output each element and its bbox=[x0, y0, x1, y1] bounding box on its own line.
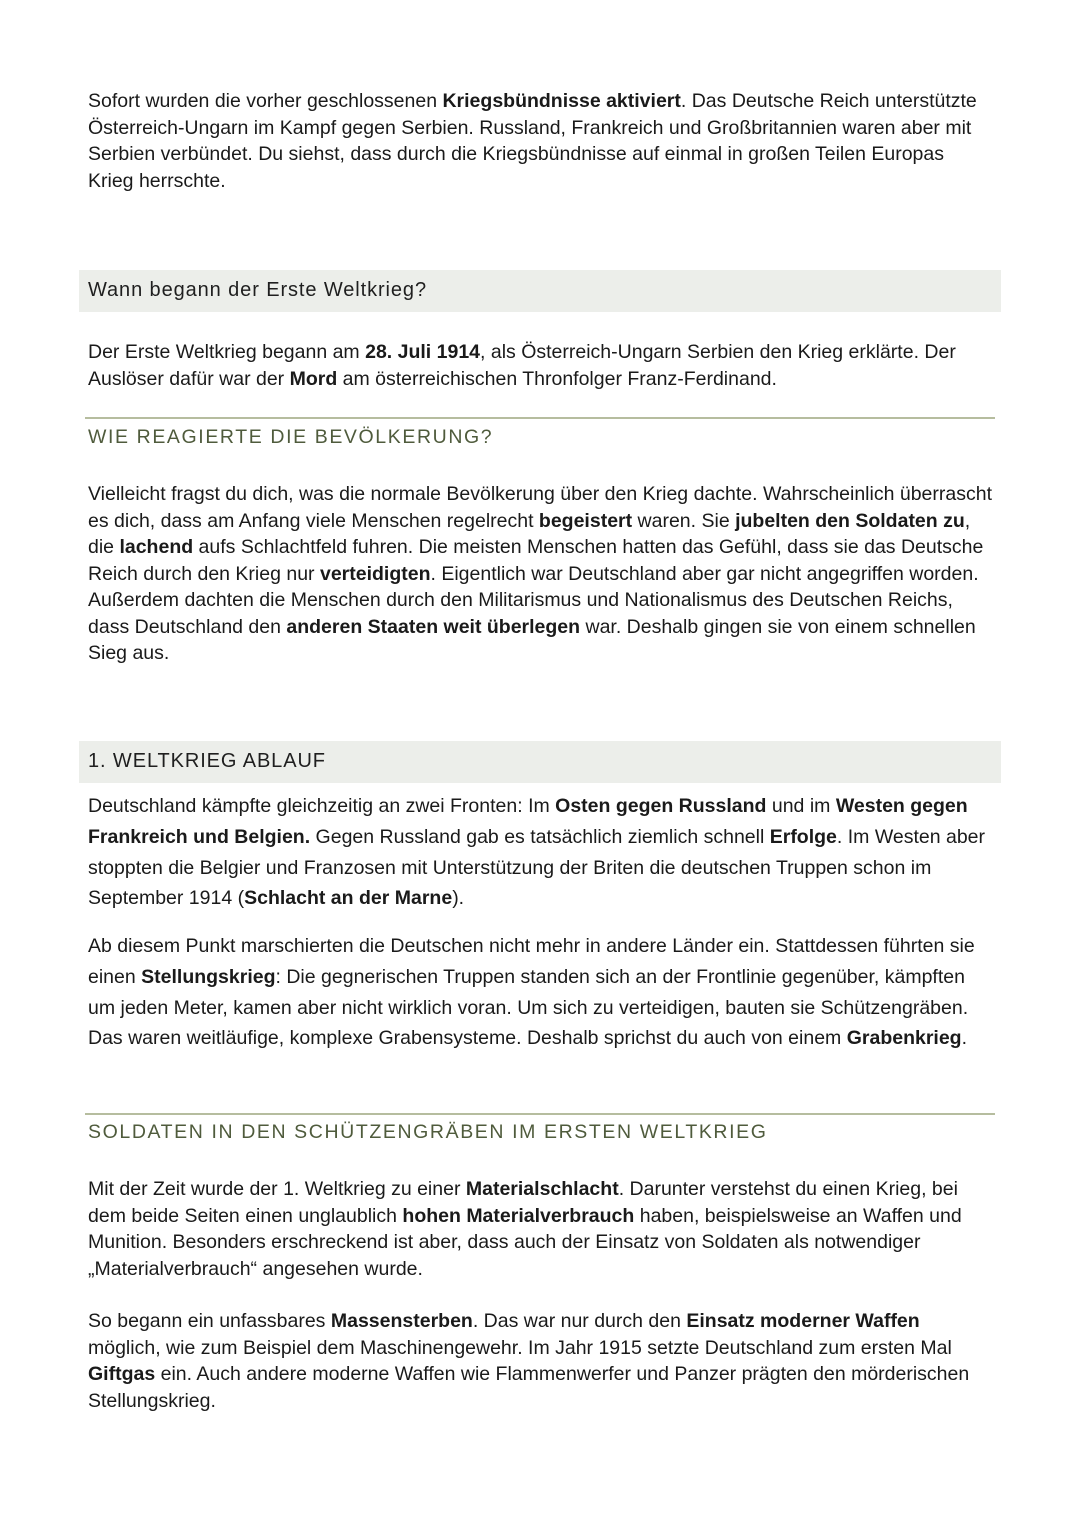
body-text: Deutschland kämpfte gleichzeitig an zwei Fronten: Im bbox=[88, 795, 556, 817]
body-text: . bbox=[961, 1027, 968, 1050]
body-text: So begann ein unfassbares bbox=[88, 1310, 331, 1332]
section-header-ablauf bbox=[79, 741, 1001, 783]
body-text: Mit der Zeit wurde der 1. Weltkrieg zu einer bbox=[88, 1178, 466, 1200]
heading-bevoelkerung: WIE REAGIERTE DIE BEVÖLKERUNG? bbox=[88, 426, 494, 448]
body-text: Vielleicht fragst du dich, was die normale Bevölkerung über den Krieg dachte. Wahrscheinlich überrascht es dich, dass am Anfang viele Menschen regelrecht bbox=[88, 483, 992, 532]
body-text: . Darunter verstehst du einen Krieg, bei dem beide Seiten einen unglaublich bbox=[88, 1178, 958, 1227]
emphasis-text: Osten gegen Russland bbox=[555, 795, 767, 817]
body-text: . Im Westen aber stoppten die Belgier und Franzosen mit Unterstützung der Briten die deutschen Truppen schon im September 1914 ( bbox=[88, 825, 986, 910]
emphasis-text: Schlacht an der Marne bbox=[244, 887, 453, 910]
divider-rule bbox=[85, 1113, 995, 1115]
heading-soldaten: SOLDATEN IN DEN SCHÜTZENGRÄBEN IM ERSTEN WELTKRIEG bbox=[88, 1121, 768, 1143]
paragraph-materialschlacht bbox=[88, 1176, 993, 1282]
emphasis-text: hohen Materialverbrauch bbox=[402, 1204, 635, 1227]
heading-wann-begann: Wann begann der Erste Weltkrieg? bbox=[88, 279, 427, 301]
paragraph-kriegsbuendnisse bbox=[88, 88, 993, 194]
emphasis-text: Mord bbox=[289, 367, 338, 390]
body-text: Der Erste Weltkrieg begann am bbox=[88, 341, 366, 363]
paragraph-zwei-fronten bbox=[88, 791, 993, 914]
body-text: war. Deshalb gingen sie von einem schnellen Sieg aus. bbox=[88, 615, 976, 664]
emphasis-text: begeistert bbox=[538, 509, 633, 532]
paragraph-massensterben bbox=[88, 1308, 993, 1414]
body-text: Ab diesem Punkt marschierten die Deutschen nicht mehr in andere Länder ein. Stattdessen führten sie einen bbox=[88, 935, 975, 988]
paragraph-bevoelkerung bbox=[88, 481, 993, 667]
body-text: ein. Auch andere moderne Waffen wie Flammenwerfer und Panzer prägten den mörderischen Stellungskrieg. bbox=[88, 1363, 970, 1412]
emphasis-text: jubelten den Soldaten zu bbox=[735, 509, 965, 532]
section-header-wann-begann bbox=[79, 270, 1001, 312]
emphasis-text: Materialschlacht bbox=[465, 1178, 619, 1200]
body-text: Gegen Russland gab es tatsächlich ziemlich schnell bbox=[310, 825, 770, 848]
body-text: Sofort wurden die vorher geschlossenen bbox=[88, 90, 443, 112]
body-text: möglich, wie zum Beispiel dem Maschinengewehr. Im Jahr 1915 setzte Deutschland zum ersten Mal bbox=[88, 1336, 952, 1359]
emphasis-text: 28. Juli 1914 bbox=[365, 341, 481, 363]
body-text: , als Österreich-Ungarn Serbien den Krieg erklärte. Der Auslöser dafür war der bbox=[88, 341, 956, 390]
body-text: , die bbox=[88, 509, 971, 558]
emphasis-text: Westen gegen Frankreich und Belgien. bbox=[88, 795, 968, 848]
body-text: am österreichischen Thronfolger Franz-Ferdinand. bbox=[337, 367, 777, 390]
paragraph-kriegsbeginn bbox=[88, 339, 993, 392]
emphasis-text: anderen Staaten weit überlegen bbox=[286, 615, 581, 638]
emphasis-text: Einsatz moderner Waffen bbox=[686, 1310, 920, 1332]
body-text: . Eigentlich war Deutschland aber gar nicht angegriffen worden. Außerdem dachten die Menschen durch den Militarismus und Nationalismus des Deutschen Reichs, dass Deutschland den bbox=[88, 562, 979, 638]
emphasis-text: Grabenkrieg bbox=[846, 1027, 962, 1050]
body-text: waren. Sie bbox=[632, 509, 736, 532]
emphasis-text: Kriegsbündnisse aktiviert bbox=[442, 90, 681, 112]
emphasis-text: lachend bbox=[119, 536, 194, 558]
body-text: und im bbox=[766, 795, 836, 817]
body-text: haben, beispielsweise an Waffen und Munition. Besonders erschreckend ist aber, dass auch der Einsatz von Soldaten als notwendiger „Materialverbrauch“ angesehen wurde. bbox=[88, 1204, 962, 1280]
emphasis-text: Stellungskrieg bbox=[141, 965, 276, 988]
divider-rule bbox=[85, 417, 995, 419]
body-text: ). bbox=[452, 887, 465, 910]
paragraph-stellungskrieg bbox=[88, 931, 993, 1054]
emphasis-text: Giftgas bbox=[88, 1363, 156, 1385]
body-text: . Das war nur durch den bbox=[472, 1310, 687, 1332]
emphasis-text: Erfolge bbox=[769, 825, 837, 848]
emphasis-text: verteidigten bbox=[319, 562, 431, 585]
body-text: aufs Schlachtfeld fuhren. Die meisten Menschen hatten das Gefühl, dass sie das Deutsche Reich durch den Krieg nur bbox=[88, 536, 984, 585]
heading-ablauf: 1. WELTKRIEG ABLAUF bbox=[88, 750, 326, 772]
body-text: . Das Deutsche Reich unterstützte Österreich-Ungarn im Kampf gegen Serbien. Russland, Frankreich und Großbritannien waren aber mit Serbien verbündet. Du siehst, dass durch die Kriegsbündnisse auf einmal in großen Teilen Europas Krieg herrschte. bbox=[88, 90, 977, 192]
emphasis-text: Massensterben bbox=[330, 1310, 473, 1332]
body-text: : Die gegnerischen Truppen standen sich an der Frontlinie gegenüber, kämpften um jeden Meter, kamen aber nicht wirklich voran. Um sich zu verteidigen, bauten sie Schützengräben. Das waren weitläufige, komplexe Grabensysteme. Deshalb sprichst du auch von einem bbox=[88, 965, 969, 1050]
